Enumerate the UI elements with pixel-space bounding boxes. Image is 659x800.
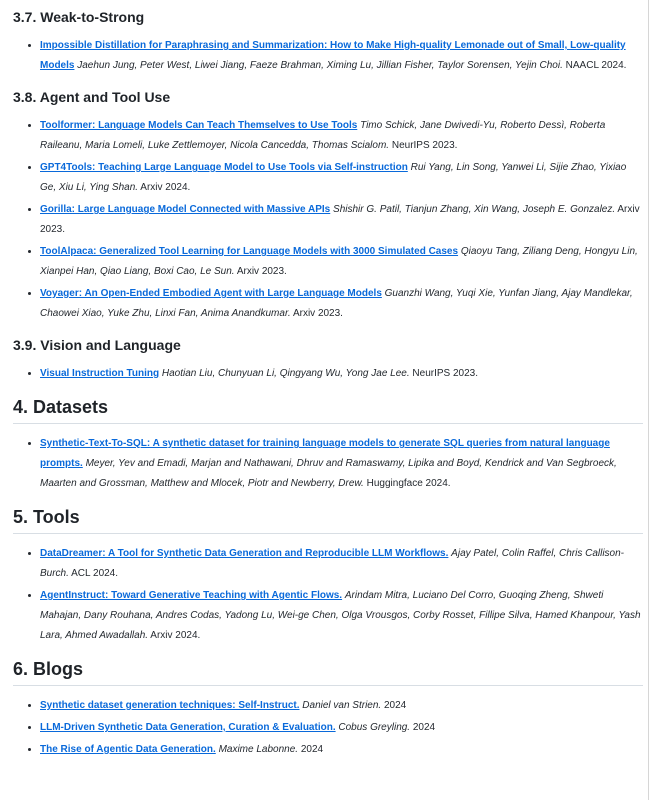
- paper-venue: NeurIPS 2023.: [391, 140, 458, 151]
- paper-venue: NAACL 2024.: [565, 60, 627, 71]
- paper-link[interactable]: AgentInstruct: Toward Generative Teaching with Agentic Flows.: [40, 590, 343, 601]
- paper-item: [40, 116, 643, 156]
- paper-authors: Ajay Patel, Colin Raffel, Chris Callison-Burch.: [40, 548, 625, 579]
- paper-item: [40, 284, 643, 324]
- blog-authors: Cobus Greyling.: [338, 722, 411, 733]
- blog-year: 2024: [412, 722, 436, 733]
- paper-item: [40, 586, 643, 646]
- paper-venue: ACL 2024.: [71, 568, 119, 579]
- paper-authors: Jaehun Jung, Peter West, Liwei Jiang, Faeze Brahman, Ximing Lu, Jillian Fisher, Taylor Sorensen, Yejin Choi.: [77, 60, 563, 71]
- blog-authors: Maxime Labonne.: [218, 744, 299, 755]
- paper-link[interactable]: Synthetic-Text-To-SQL: A synthetic dataset for training language models to generate SQL queries from natural language prompts.: [40, 438, 610, 469]
- paper-authors: Timo Schick, Jane Dwivedi-Yu, Roberto Dessì, Roberta Raileanu, Maria Lomeli, Luke Zettlemoyer, Nicola Cancedda, Thomas Scialom.: [40, 120, 606, 151]
- paper-item: [40, 434, 643, 494]
- section-heading-tools: 5. Tools: [13, 506, 643, 534]
- blog-year: 2024: [300, 744, 324, 755]
- paper-authors: Meyer, Yev and Emadi, Marjan and Nathawani, Dhruv and Ramaswamy, Lipika and Boyd, Kendrick and Van Segbroeck, Maarten and Grossman, Matthew and Mlocek, Piotr and Newberry, Drew.: [40, 458, 617, 489]
- paper-venue: NeurIPS 2023.: [412, 368, 479, 379]
- paper-link[interactable]: Voyager: An Open-Ended Embodied Agent with Large Language Models: [40, 288, 382, 299]
- paper-link[interactable]: ToolAlpaca: Generalized Tool Learning for Language Models with 3000 Simulated Cases: [40, 246, 459, 257]
- paper-link[interactable]: DataDreamer: A Tool for Synthetic Data Generation and Reproducible LLM Workflows.: [40, 548, 449, 559]
- paper-authors: Haotian Liu, Chunyuan Li, Qingyang Wu, Yong Jae Lee.: [161, 368, 410, 379]
- paper-item: [40, 36, 643, 76]
- section-heading-datasets: 4. Datasets: [13, 396, 643, 424]
- paper-link[interactable]: GPT4Tools: Teaching Large Language Model to Use Tools via Self-instruction: [40, 162, 408, 173]
- paper-item: [40, 544, 643, 584]
- paper-item: [40, 364, 643, 384]
- section-heading-weak-to-strong: 3.7. Weak-to-Strong: [13, 9, 145, 25]
- paper-item: [40, 200, 643, 240]
- paper-authors: Rui Yang, Lin Song, Yanwei Li, Sijie Zhao, Yixiao Ge, Xiu Li, Ying Shan.: [40, 162, 627, 193]
- paper-venue: Arxiv 2024.: [150, 630, 201, 641]
- paper-item: [40, 242, 643, 282]
- paper-link[interactable]: Impossible Distillation for Paraphrasing and Summarization: How to Make High-quality Lemonade out of Small, Low-quality Models: [40, 40, 626, 71]
- blog-item: [40, 718, 643, 738]
- paper-list-tools: [13, 544, 643, 646]
- section-heading-agent-and-tool-use: 3.8. Agent and Tool Use: [13, 89, 171, 105]
- section-heading-vision-and-language: 3.9. Vision and Language: [13, 337, 181, 353]
- paper-authors: Arindam Mitra, Luciano Del Corro, Guoqing Zheng, Shweti Mahajan, Dany Rouhana, Andres Codas, Yadong Lu, Wei-ge Chen, Olga Vrousgos, Corby Rosset, Fillipe Silva, Hamed Khanpour, Yash Lara, Ahmed Awadallah.: [40, 590, 641, 641]
- paper-list-agent-and-tool-use: [13, 116, 643, 324]
- paper-authors: Qiaoyu Tang, Ziliang Deng, Hongyu Lin, Xianpei Han, Qiao Liang, Boxi Cao, Le Sun.: [40, 246, 638, 277]
- paper-link[interactable]: Visual Instruction Tuning: [40, 368, 160, 379]
- paper-authors: Shishir G. Patil, Tianjun Zhang, Xin Wang, Joseph E. Gonzalez.: [333, 204, 616, 215]
- blog-list: [13, 696, 643, 760]
- paper-authors: Guanzhi Wang, Yuqi Xie, Yunfan Jiang, Ajay Mandlekar, Chaowei Xiao, Yuke Zhu, Linxi Fan, Anima Anandkumar.: [40, 288, 633, 319]
- blog-item: [40, 696, 643, 716]
- blog-link[interactable]: Synthetic dataset generation techniques: Self-Instruct.: [40, 700, 300, 711]
- paper-list-datasets: [13, 434, 643, 494]
- blog-year: 2024: [384, 700, 407, 711]
- paper-link[interactable]: Gorilla: Large Language Model Connected with Massive APIs: [40, 204, 331, 215]
- paper-item: [40, 158, 643, 198]
- paper-venue: Huggingface 2024.: [366, 478, 451, 489]
- document-content: [13, 8, 643, 760]
- paper-link[interactable]: Toolformer: Language Models Can Teach Themselves to Use Tools: [40, 120, 358, 131]
- paper-venue: Arxiv 2023.: [292, 308, 343, 319]
- blog-link[interactable]: LLM-Driven Synthetic Data Generation, Curation & Evaluation.: [40, 722, 336, 733]
- paper-venue: Arxiv 2023.: [236, 266, 287, 277]
- paper-list-weak-to-strong: [13, 36, 643, 76]
- blog-authors: Daniel van Strien.: [302, 700, 382, 711]
- window-right-edge: [648, 0, 649, 800]
- paper-venue: Arxiv 2023.: [40, 204, 640, 235]
- blog-item: [40, 740, 643, 760]
- section-heading-blogs: 6. Blogs: [13, 658, 643, 686]
- paper-list-vision-and-language: [13, 364, 643, 384]
- paper-venue: Arxiv 2024.: [140, 182, 191, 193]
- blog-link[interactable]: The Rise of Agentic Data Generation.: [40, 744, 216, 755]
